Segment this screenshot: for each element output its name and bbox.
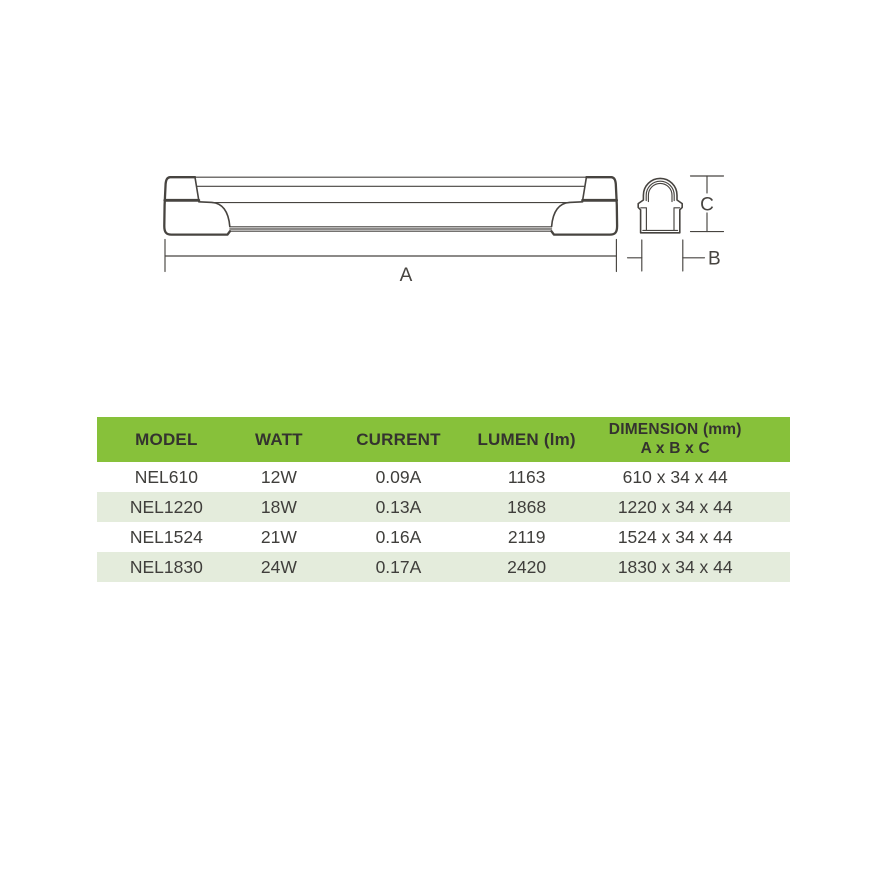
dimension-c	[691, 176, 724, 232]
technical-drawing	[0, 0, 886, 320]
cell-lumen: 1163	[507, 466, 546, 487]
cell-dimension: 1220 x 34 x 44	[617, 496, 733, 517]
cell-watt: 21W	[260, 526, 297, 547]
col-header-model: MODEL	[135, 429, 198, 449]
col-header-dimension-line1: DIMENSION (mm)	[608, 420, 742, 438]
dimension-a-label: A	[399, 265, 413, 286]
col-header-dimension	[592, 421, 790, 458]
cell-watt: 12W	[260, 466, 297, 487]
table-row	[97, 492, 790, 522]
spec-table-header-row	[97, 417, 790, 462]
cell-watt: 24W	[260, 556, 297, 577]
cell-current: 0.16A	[375, 526, 422, 547]
spec-table	[97, 417, 790, 582]
dimension-b-label: B	[708, 248, 721, 270]
col-header-lumen: LUMEN (lm)	[477, 429, 576, 449]
table-row	[97, 552, 790, 582]
cell-model: NEL1524	[129, 526, 203, 547]
cell-current: 0.09A	[375, 466, 422, 487]
cell-dimension: 610 x 34 x 44	[622, 466, 728, 487]
table-row	[97, 522, 790, 552]
col-header-dimension-line2: A x B x C	[640, 439, 710, 457]
dimension-a	[165, 240, 616, 287]
cell-model: NEL610	[134, 466, 198, 487]
cell-lumen: 1868	[507, 496, 547, 517]
cell-current: 0.17A	[375, 556, 422, 577]
dimension-c-label: C	[700, 194, 714, 216]
cell-dimension: 1830 x 34 x 44	[617, 556, 733, 577]
cell-watt: 18W	[260, 496, 297, 517]
side-view	[164, 177, 617, 234]
cell-lumen: 2420	[507, 556, 547, 577]
cell-current: 0.13A	[375, 496, 422, 517]
col-header-watt: WATT	[255, 429, 303, 449]
cell-lumen: 2119	[507, 526, 546, 547]
cell-dimension: 1524 x 34 x 44	[617, 526, 733, 547]
dimension-b	[628, 240, 721, 271]
table-row	[97, 462, 790, 492]
cell-model: NEL1830	[129, 556, 203, 577]
cell-model: NEL1220	[129, 496, 203, 517]
col-header-current: CURRENT	[356, 429, 441, 449]
end-view	[638, 178, 682, 232]
